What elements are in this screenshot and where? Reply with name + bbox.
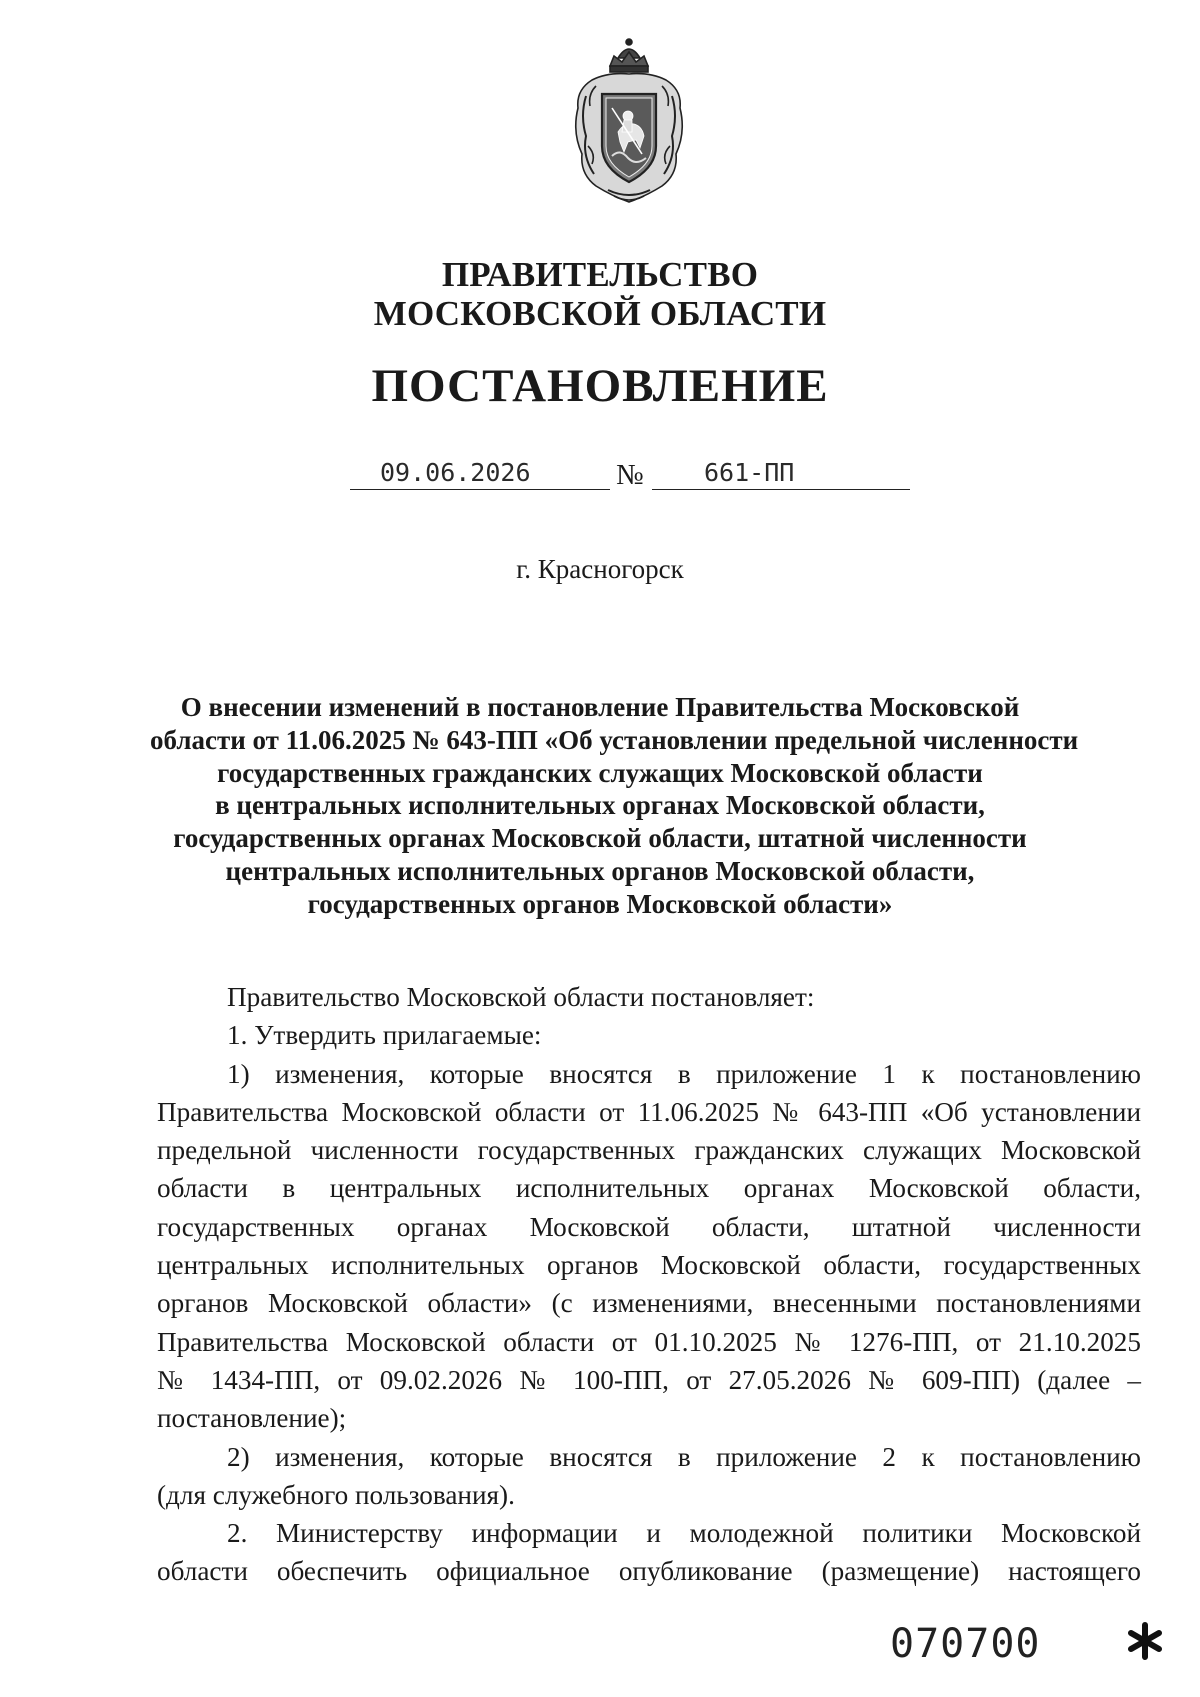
registration-row: [0, 458, 1200, 498]
government-name-line1: ПРАВИТЕЛЬСТВО: [441, 255, 759, 294]
clause-2-line: области обеспечить официальное опубликование (размещение) настоящего: [157, 1556, 1141, 1587]
subclause-1-line: предельной численности государственных гражданских служащих Московской: [157, 1135, 1141, 1166]
subclause-1-line: центральных исполнительных органов Московской области, государственных: [157, 1250, 1141, 1281]
subclause-1-line: постановление);: [157, 1403, 347, 1434]
subclause-1-line: Правительства Московской области от 01.10.2025 № 1276-ПП, от 21.10.2025: [157, 1326, 1141, 1357]
subclause-2-line: 2) изменения, которые вносятся в приложение 2 к постановлению: [227, 1441, 1141, 1472]
asterisk-mark-icon: [1124, 1620, 1166, 1662]
title-line: государственных органов Московской области»: [307, 888, 893, 919]
title-line: центральных исполнительных органов Московской области,: [225, 855, 975, 886]
document-date: 09.06.2026: [350, 458, 610, 490]
subclause-1: [157, 1055, 1141, 1438]
document-body: [157, 978, 1141, 1591]
subclause-2: [157, 1438, 1141, 1515]
document-title: [150, 691, 1079, 921]
clause-2-line: 2. Министерству информации и молодежной политики Московской: [227, 1518, 1141, 1549]
title-line: государственных гражданских служащих Московской области: [217, 757, 983, 788]
subclause-1-line: государственных органах Московской области, штатной численности: [157, 1211, 1141, 1242]
subclause-1-line: № 1434-ПП, от 09.02.2026 № 100-ПП, от 27.05.2026 № 609-ПП) (далее –: [157, 1364, 1141, 1395]
clause-1: 1. Утвердить прилагаемые:: [227, 1020, 542, 1051]
title-line: О внесении изменений в постановление Правительства Московской: [180, 692, 1020, 722]
government-name-line2: МОСКОВСКОЙ ОБЛАСТИ: [373, 294, 827, 333]
number-sign: №: [616, 459, 644, 491]
clause-2: [157, 1514, 1141, 1591]
title-line: государственных органах Московской области, штатной численности: [173, 823, 1027, 854]
title-line: области от 11.06.2025 № 643-ПП «Об установлении предельной численности: [150, 724, 1079, 755]
subclause-1-line: 1) изменения, которые вносятся в приложение 1 к постановлению: [227, 1058, 1141, 1089]
city-of-issue: г. Красногорск: [516, 554, 684, 584]
document-number: 661-ПП: [652, 458, 910, 490]
form-serial-number: 070700: [890, 1621, 1041, 1667]
subclause-2-line: (для служебного пользования).: [157, 1479, 515, 1510]
intro-paragraph: Правительство Московской области постановляет:: [227, 982, 815, 1012]
subclause-1-line: органов Московской области» (с изменениями, внесенными постановлениями: [157, 1288, 1141, 1319]
subclause-1-line: Правительства Московской области от 11.06.2025 № 643-ПП «Об установлении: [157, 1096, 1141, 1127]
title-line: в центральных исполнительных органах Московской области,: [215, 790, 985, 821]
subclause-1-line: области в центральных исполнительных органах Московской области,: [157, 1173, 1141, 1204]
document-type-heading: ПОСТАНОВЛЕНИЕ: [371, 360, 829, 412]
coat-of-arms-emblem: [566, 36, 692, 206]
